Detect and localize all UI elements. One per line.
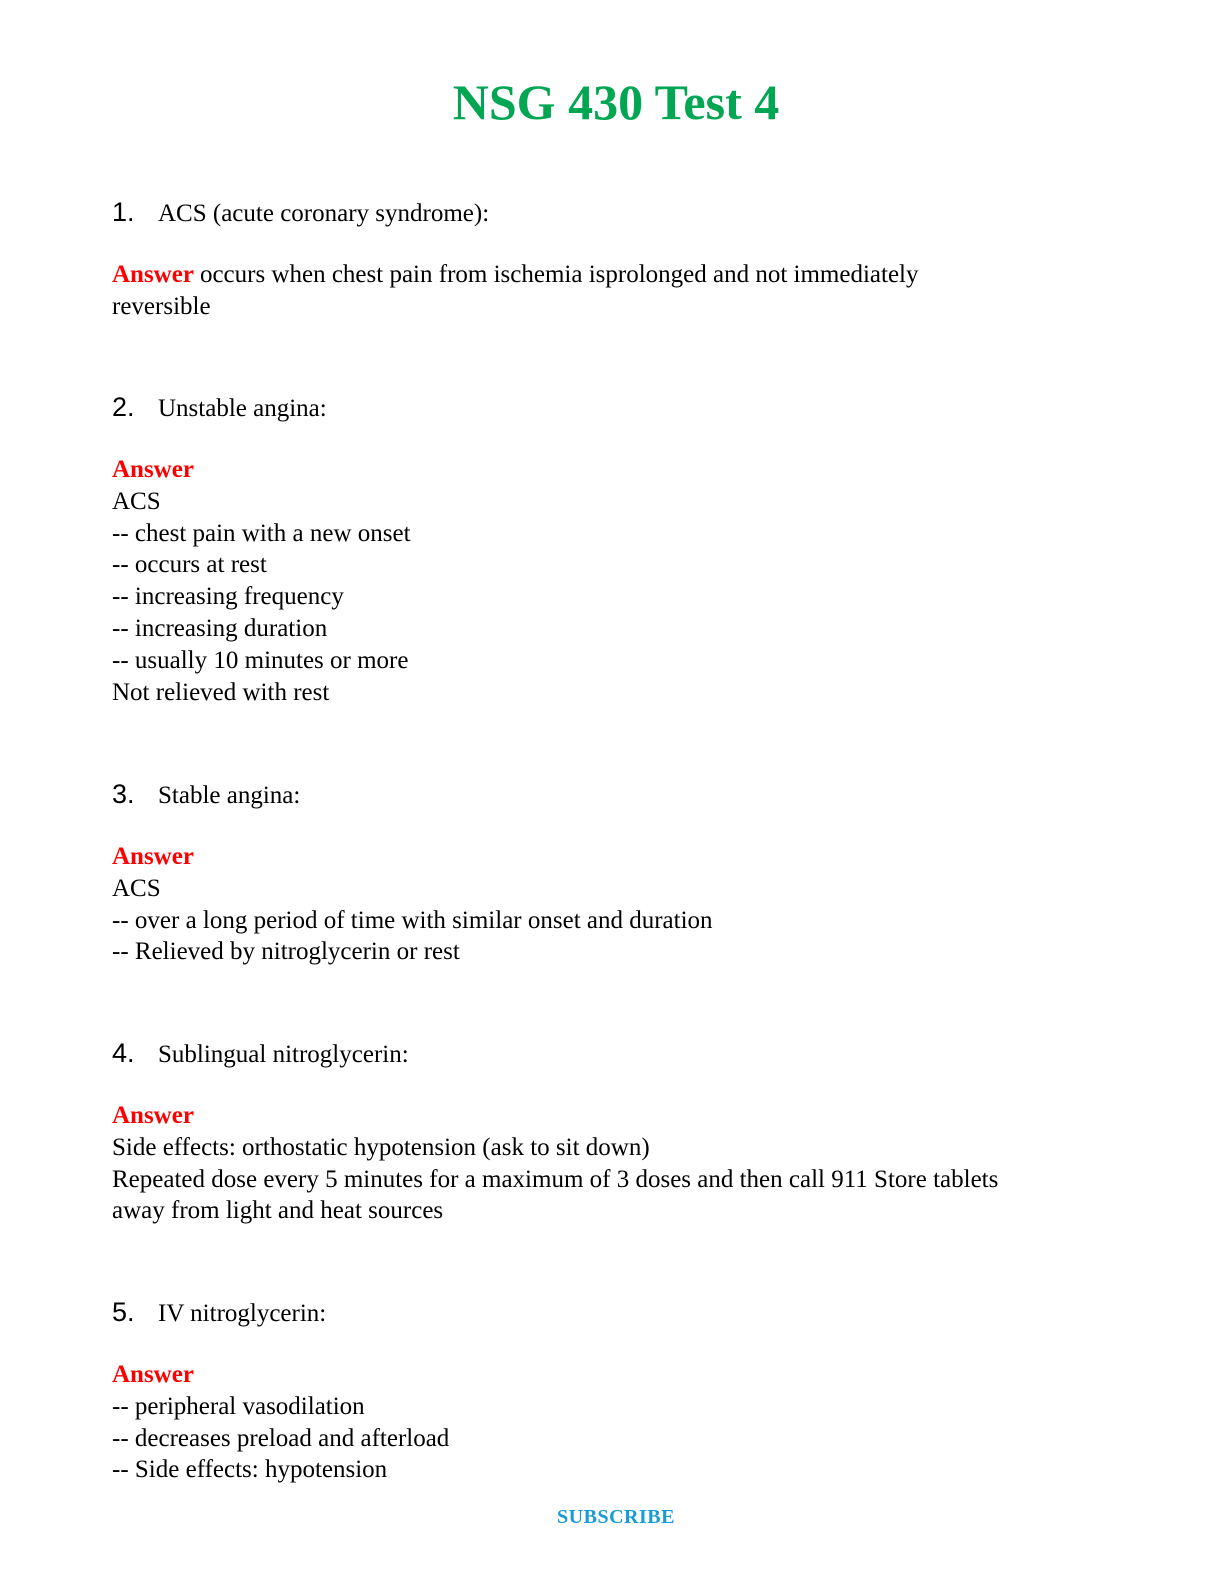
answer-line: -- peripheral vasodilation (112, 1392, 365, 1420)
answer-label: Answer (112, 1361, 194, 1388)
answer-label: Answer (112, 843, 194, 870)
question-4 (112, 1037, 1112, 1227)
subscribe-link[interactable]: SUBSCRIBE (557, 1506, 675, 1528)
answer-line: -- increasing duration (112, 614, 328, 642)
answer-line: -- decreases preload and afterload (112, 1424, 450, 1452)
answer-line: -- over a long period of time with similar onset and duration (112, 906, 713, 934)
answer-line: reversible (112, 292, 211, 320)
question-prompt: Stable angina: (158, 782, 301, 809)
answer-line: -- usually 10 minutes or more (112, 646, 409, 674)
question-number: 3. (112, 779, 135, 809)
answer-text: occurs when chest pain from ischemia isprolonged and not immediately (199, 261, 919, 288)
answer-block (112, 1359, 1112, 1486)
answer-label: Answer (112, 1102, 194, 1129)
question-prompt-line (112, 778, 1112, 810)
answer-line: Repeated dose every 5 minutes for a maximum of 3 doses and then call 911 Store tablets (112, 1165, 999, 1193)
question-prompt-line (112, 1037, 1112, 1069)
answer-line (112, 259, 1112, 291)
question-prompt: Unstable angina: (158, 395, 327, 422)
question-3 (112, 778, 1112, 968)
answer-line: away from light and heat sources (112, 1197, 444, 1225)
answer-line: -- Relieved by nitroglycerin or rest (112, 938, 460, 966)
answer-line: -- chest pain with a new onset (112, 519, 411, 547)
question-prompt: ACS (acute coronary syndrome): (158, 200, 490, 227)
answer-line: ACS (112, 874, 161, 902)
answer-block (112, 841, 1112, 968)
question-prompt-line (112, 391, 1112, 423)
question-prompt-line (112, 196, 1112, 228)
question-1 (112, 196, 1112, 323)
answer-line: -- occurs at rest (112, 551, 267, 579)
question-number: 4. (112, 1038, 135, 1068)
answer-line: -- Side effects: hypotension (112, 1456, 388, 1484)
answer-line: Not relieved with rest (112, 678, 330, 706)
question-prompt-line (112, 1296, 1112, 1328)
question-2 (112, 391, 1112, 708)
answer-label: Answer (112, 456, 194, 483)
question-prompt: Sublingual nitroglycerin: (158, 1041, 409, 1068)
answer-line: -- increasing frequency (112, 583, 344, 611)
answer-label: Answer (112, 261, 194, 288)
question-5 (112, 1296, 1112, 1486)
answer-line: ACS (112, 487, 161, 515)
question-prompt: IV nitroglycerin: (158, 1300, 327, 1327)
question-number: 1. (112, 197, 135, 227)
answer-line: Side effects: orthostatic hypotension (ask to sit down) (112, 1133, 650, 1161)
answer-block (112, 259, 1112, 323)
question-number: 2. (112, 392, 135, 422)
answer-block (112, 1100, 1112, 1227)
question-number: 5. (112, 1297, 135, 1327)
answer-block (112, 454, 1112, 708)
document-title: NSG 430 Test 4 (452, 74, 780, 130)
